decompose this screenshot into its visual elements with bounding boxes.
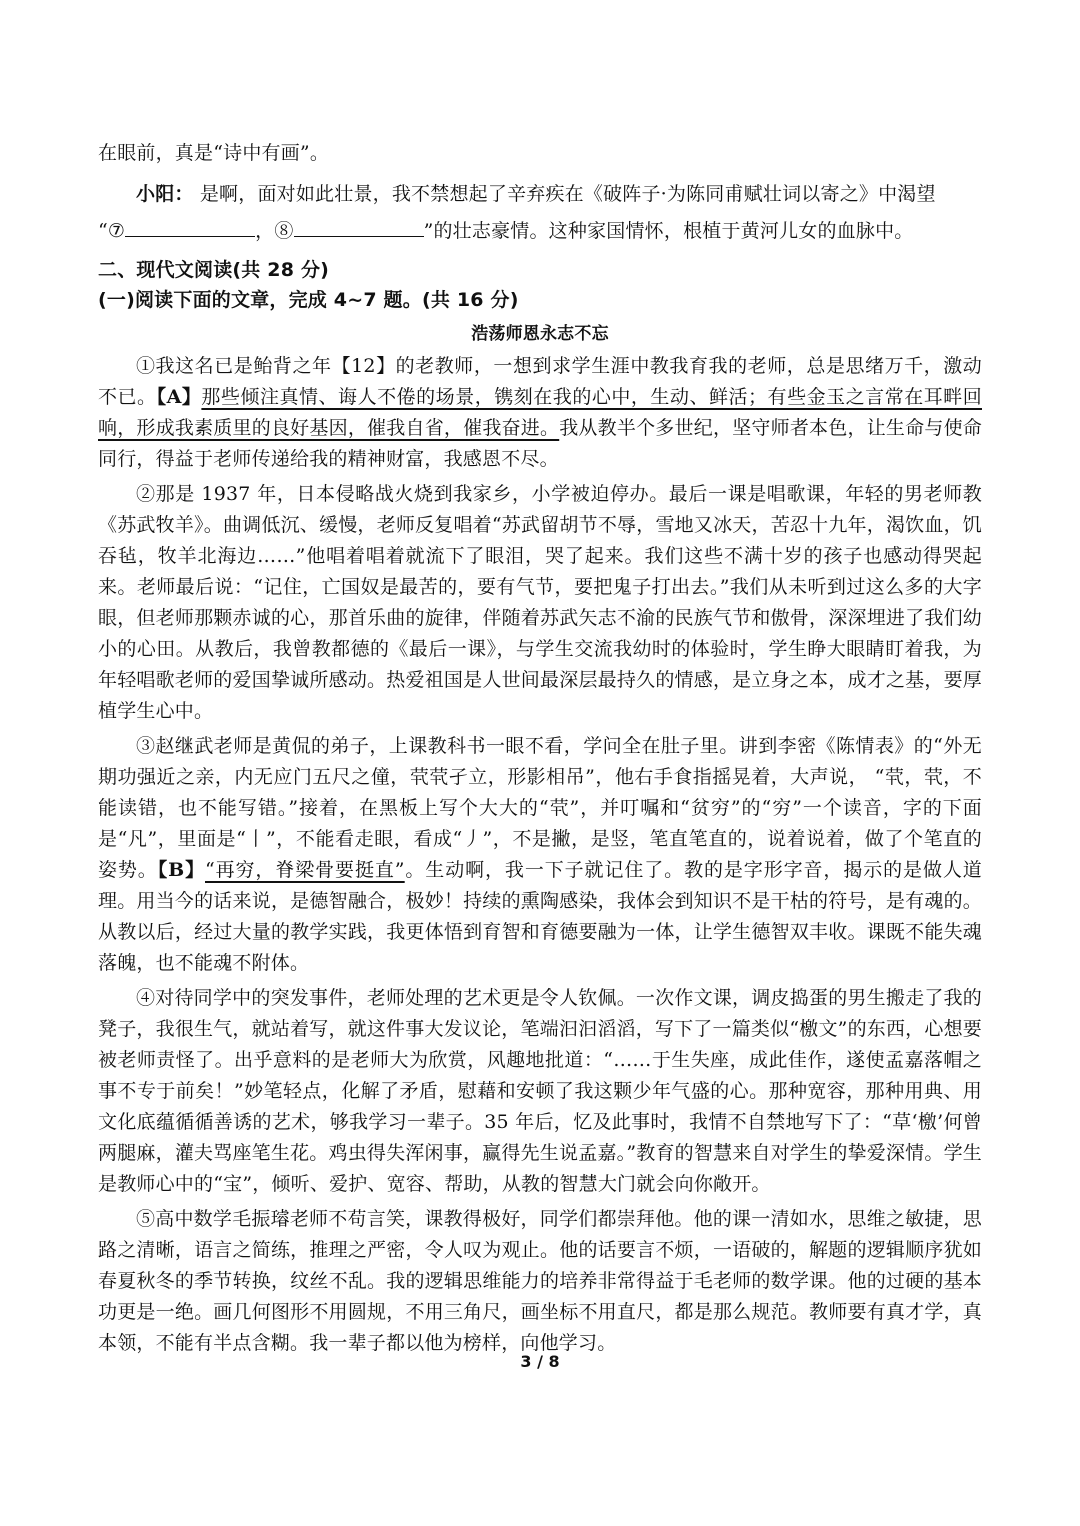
p1-text-b: 我从教半个多世纪，坚守师者本色，让生命与使命同行，得益于老师传递给我的精神财富，我感恩不尽。 bbox=[98, 417, 982, 470]
page-content bbox=[98, 138, 982, 1359]
page-number: 3 / 8 bbox=[520, 1352, 560, 1371]
dialogue-line-3 bbox=[98, 216, 982, 247]
mark-b: 【B】 bbox=[157, 859, 205, 881]
dialogue-tail: ”的壮志豪情。这种家国情怀，根植于黄河儿女的血脉中。 bbox=[423, 220, 914, 242]
blank-8-label: ，⑧ bbox=[255, 220, 294, 242]
section-heading: 二、现代文阅读(共 28 分) bbox=[98, 259, 330, 281]
speaker-label: 小阳： bbox=[136, 183, 194, 205]
mark-a: 【A】 bbox=[156, 386, 202, 408]
blank-7-label: “⑦ bbox=[98, 220, 126, 242]
paragraph-1 bbox=[98, 351, 982, 475]
dialogue-line-2 bbox=[98, 179, 982, 210]
answer-blank-8[interactable] bbox=[294, 216, 424, 237]
paragraph-4: ④对待同学中的突发事件，老师处理的艺术更是令人钦佩。一次作文课，调皮捣蛋的男生搬走了我的凳子，我很生气，就站着写，就这件事大发议论，笔端汩汩滔滔，写下了一篇类似“檄文”的东西，心想要被老师责怪了。出乎意料的是老师大为欣赏，风趣地批道：“……于生失座，成此佳作，遂使孟嘉落帽之事不专于前矣！”妙笔轻点，化解了矛盾，慰藉和安顿了我这颗少年气盛的心。那种宽容，那种用典、用文化底蕴循循善诱的艺术，够我学习一辈子。35 年后，忆及此事时，我情不自禁地写下了：“草‘檄’何曾两腿麻，灌夫骂座笔生花。鸡虫得失浑闲事，赢得先生说孟嘉。”教育的智慧来自对学生的挚爱深情。学生是教师心中的“宝”，倾听、爱护、宽容、帮助，从教的智慧大门就会向你敞开。 bbox=[98, 987, 982, 1195]
article-title: 浩荡师恩永志不忘 bbox=[471, 324, 609, 344]
underlined-sentence-a: 那些倾注真情、诲人不倦的场景，镌刻在我的心中，生动、鲜活；有些金玉之言常在耳畔回响，形成我素质里的良好基因，催我自省，催我奋进。 bbox=[98, 386, 982, 439]
p3-text-b: 。生动啊，我一下子就记住了。教的是字形字音，揭示的是做人道理。用当今的话来说，是德智融合，极妙！持续的熏陶感染，我体会到知识不是干枯的符号，是有魂的。从教以后，经过大量的教学实践，我更体悟到育智和育德要融为一体，让学生德智双丰收。课既不能失魂落魄，也不能魂不附体。 bbox=[98, 859, 982, 974]
dialogue-text: 是啊，面对如此壮景，我不禁想起了辛弃疾在《破阵子·为陈同甫赋壮词以寄之》中渴望 bbox=[199, 183, 936, 205]
paragraph-5: ⑤高中数学毛振璿老师不苟言笑，课教得极好，同学们都崇拜他。他的课一清如水，思维之敏捷，思路之清晰，语言之简练，推理之严密，令人叹为观止。他的话要言不烦，一语破的，解题的逻辑顺序犹如春夏秋冬的季节转换，纹丝不乱。我的逻辑思维能力的培养非常得益于毛老师的数学课。他的过硬的基本功更是一绝。画几何图形不用圆规，不用三角尺，画坐标不用直尺，都是那么规范。教师要有真才学，真本领，不能有半点含糊。我一辈子都以他为榜样，向他学习。 bbox=[98, 1208, 982, 1354]
p3-text-a: ③赵继武老师是黄侃的弟子，上课教科书一眼不看，学问全在肚子里。讲到李密《陈情表》的“外无期功强近之亲，内无应门五尺之僮，茕茕孑立，形影相吊”，他右手食指摇晃着，大声说， “茕，茕，不能读错，也不能写错。”接着，在黑板上写个大大的“茕”，并叮嘱和“贫穷”的“穷”一个读音，字的下面是“凡”，里面是“丨”，不能看走眼，看成“丿”，不是撇，是竖，笔直笔直的，说着说着，做了个笔直的姿势。 bbox=[98, 735, 982, 881]
dialogue-line-1: 在眼前，真是“诗中有画”。 bbox=[98, 142, 330, 164]
p1-text-a: ①我这名已是鲐背之年【12】的老教师，一想到求学生涯中教我育我的老师，总是思绪万千，激动不已。 bbox=[98, 355, 982, 408]
underlined-sentence-b: “再穷，脊梁骨要挺直” bbox=[205, 859, 405, 881]
section-subheading: (一)阅读下面的文章，完成 4~7 题。(共 16 分) bbox=[98, 289, 519, 311]
paragraph-3 bbox=[98, 731, 982, 979]
paragraph-2: ②那是 1937 年，日本侵略战火烧到我家乡，小学被迫停办。最后一课是唱歌课，年轻的男老师教《苏武牧羊》。曲调低沉、缓慢，老师反复唱着“苏武留胡节不辱，雪地又冰天，苦忍十九年，渴饮血，饥吞毡，牧羊北海边……”他唱着唱着就流下了眼泪，哭了起来。我们这些不满十岁的孩子也感动得哭起来。老师最后说：“记住，亡国奴是最苦的，要有气节，要把鬼子打出去。”我们从未听到过这么多的大字眼，但老师那颗赤诚的心，那首乐曲的旋律，伴随着苏武矢志不渝的民族气节和傲骨，深深埋进了我们幼小的心田。从教后，我曾教都德的《最后一课》，与学生交流我幼时的体验时，学生睁大眼睛盯着我，为年轻唱歌老师的爱国挚诚所感动。热爱祖国是人世间最深层最持久的情感，是立身之本，成才之基，要厚植学生心中。 bbox=[98, 483, 982, 722]
answer-blank-7[interactable] bbox=[125, 216, 255, 237]
